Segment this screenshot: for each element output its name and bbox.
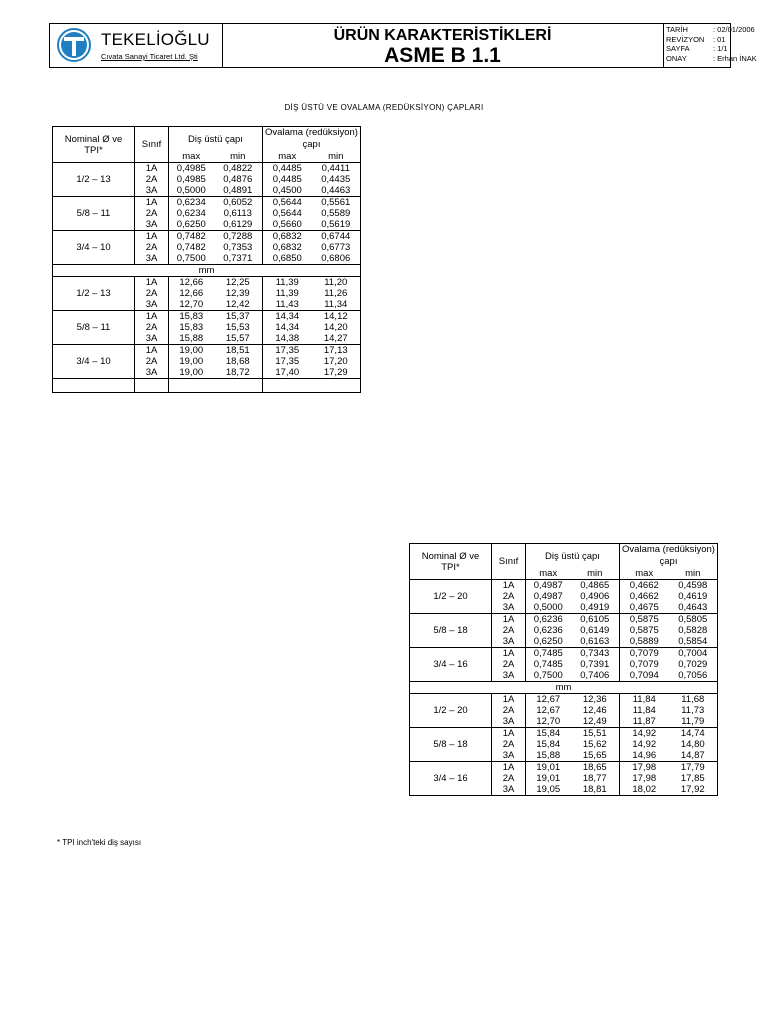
major-max-cell: 19,01 (536, 762, 561, 773)
major-max-cell: 12,67 (536, 694, 561, 705)
major-min-cell: 15,37 (214, 311, 263, 323)
mm-unit-label: mm (410, 682, 718, 694)
major-min-cell: 0,7391 (571, 659, 620, 670)
major-max-cell: 0,6234 (176, 208, 206, 219)
major-min-cell: 12,42 (214, 299, 263, 311)
fine-thread-table (409, 543, 718, 796)
rolling-min-cell: 17,85 (669, 773, 718, 784)
rolling-min-cell: 14,74 (669, 728, 718, 740)
major-max-cell: 15,84 (536, 728, 561, 739)
rolling-min-cell: 0,4619 (669, 591, 718, 602)
major-min-cell: 15,51 (571, 728, 620, 740)
rolling-max-cell: 11,87 (620, 716, 669, 728)
max-header: max (620, 568, 669, 580)
major-min-cell: 18,65 (571, 762, 620, 774)
rolling-max-cell: 0,6832 (272, 231, 302, 242)
rolling-max-cell: 11,43 (263, 299, 312, 311)
major-max-cell: 12,67 (536, 705, 561, 716)
thread-size-cell: 1/2 – 20 (410, 580, 492, 614)
rolling-min-cell: 14,87 (669, 750, 718, 762)
unit-divider-row (410, 682, 718, 694)
nominal-header: Nominal Ø ve TPI* (410, 544, 492, 580)
major-max-cell: 19,00 (179, 356, 204, 367)
table-row (410, 728, 718, 740)
major-min-cell: 12,36 (571, 694, 620, 706)
rolling-max-cell: 0,4662 (629, 591, 659, 602)
rolling-max-cell: 11,84 (632, 705, 656, 716)
thread-size-cell: 3/4 – 16 (410, 648, 492, 682)
class-cell: 3A (135, 367, 169, 379)
major-min-cell: 15,62 (571, 739, 620, 750)
major-max-cell: 0,4987 (533, 591, 563, 602)
info-page: SAYFA : 1/1 (666, 44, 728, 53)
major-max-cell: 12,70 (169, 299, 214, 311)
thread-size-cell: 3/4 – 10 (53, 345, 135, 379)
major-max-cell: 15,83 (179, 322, 204, 333)
class-cell: 2A (135, 322, 169, 333)
document-header (49, 23, 757, 68)
class-cell: 2A (135, 356, 169, 367)
rolling-min-cell: 17,29 (312, 367, 361, 379)
class-cell: 2A (135, 174, 169, 185)
rolling-min-cell: 0,5854 (669, 636, 718, 648)
rolling-min-cell: 17,79 (669, 762, 718, 774)
class-cell: 2A (492, 659, 526, 670)
class-cell: 3A (492, 750, 526, 762)
class-cell: 1A (492, 728, 526, 740)
class-cell: 2A (135, 242, 169, 253)
major-max-cell: 15,88 (526, 750, 571, 762)
thread-size-cell: 1/2 – 13 (53, 277, 135, 311)
rolling-max-cell: 14,34 (275, 322, 300, 333)
rolling-min-cell: 11,68 (669, 694, 718, 706)
rolling-min-cell: 11,20 (312, 277, 361, 289)
table-row (410, 614, 718, 626)
major-min-cell: 0,6113 (214, 208, 263, 219)
rolling-diameter-header: Ovalama (redüksiyon) çapı (620, 544, 718, 569)
major-max-cell: 15,84 (536, 739, 561, 750)
document-title: ÜRÜN KARAKTERİSTİKLERİ (333, 27, 552, 44)
major-min-cell: 0,7406 (571, 670, 620, 682)
major-max-cell: 0,5000 (169, 185, 214, 197)
class-cell: 1A (135, 163, 169, 175)
rolling-min-cell: 0,7004 (669, 648, 718, 660)
major-min-cell: 0,4876 (214, 174, 263, 185)
coarse-thread-table (52, 126, 361, 393)
rolling-min-cell: 0,5619 (312, 219, 361, 231)
rolling-max-cell: 0,5875 (629, 625, 659, 636)
rolling-diameter-header: Ovalama (redüksiyon) çapı (263, 127, 361, 152)
major-min-cell: 18,51 (214, 345, 263, 357)
rolling-max-cell: 17,35 (275, 345, 300, 356)
major-min-cell: 18,72 (214, 367, 263, 379)
table-row (410, 580, 718, 592)
rolling-min-cell: 0,5805 (669, 614, 718, 626)
min-header: min (571, 568, 620, 580)
rolling-max-cell: 0,5875 (629, 614, 659, 625)
thread-size-cell: 3/4 – 10 (53, 231, 135, 265)
max-header: max (526, 568, 571, 580)
rolling-min-cell: 0,4643 (669, 602, 718, 614)
rolling-min-cell: 11,73 (669, 705, 718, 716)
blank-cell (169, 379, 214, 393)
table-row (53, 197, 361, 209)
rolling-max-cell: 0,5889 (620, 636, 669, 648)
blank-cell (135, 379, 169, 393)
major-min-cell: 15,57 (214, 333, 263, 345)
major-max-cell: 0,6250 (526, 636, 571, 648)
table-row (53, 345, 361, 357)
rolling-min-cell: 0,4463 (312, 185, 361, 197)
class-cell: 3A (492, 670, 526, 682)
major-max-cell: 0,4987 (533, 580, 563, 591)
table-row (53, 163, 361, 175)
rolling-max-cell: 17,40 (263, 367, 312, 379)
rolling-max-cell: 11,84 (632, 694, 656, 705)
rolling-max-cell: 18,02 (620, 784, 669, 796)
major-max-cell: 19,00 (179, 345, 204, 356)
class-cell: 3A (135, 253, 169, 265)
rolling-min-cell: 0,4411 (312, 163, 361, 175)
rolling-min-cell: 0,6773 (312, 242, 361, 253)
major-min-cell: 0,6105 (571, 614, 620, 626)
major-min-cell: 18,81 (571, 784, 620, 796)
class-cell: 1A (135, 345, 169, 357)
rolling-min-cell: 0,4435 (312, 174, 361, 185)
rolling-max-cell: 0,6850 (263, 253, 312, 265)
document-title-block (222, 24, 664, 67)
major-max-cell: 0,7482 (176, 231, 206, 242)
rolling-max-cell: 17,35 (275, 356, 300, 367)
major-min-cell: 15,53 (214, 322, 263, 333)
thread-size-cell: 1/2 – 20 (410, 694, 492, 728)
document-standard: ASME B 1.1 (384, 44, 501, 67)
major-min-cell: 0,6163 (571, 636, 620, 648)
class-cell: 2A (492, 705, 526, 716)
class-cell: 1A (492, 694, 526, 706)
class-cell: 2A (492, 591, 526, 602)
rolling-max-cell: 17,98 (632, 762, 657, 773)
major-min-cell: 0,7343 (571, 648, 620, 660)
major-min-cell: 15,65 (571, 750, 620, 762)
rolling-max-cell: 0,5644 (272, 208, 302, 219)
rolling-min-cell: 0,5589 (312, 208, 361, 219)
major-min-cell: 0,4865 (571, 580, 620, 592)
rolling-max-cell: 0,4500 (263, 185, 312, 197)
major-min-cell: 0,4891 (214, 185, 263, 197)
table-row (410, 694, 718, 706)
class-cell: 3A (135, 219, 169, 231)
rolling-min-cell: 0,4598 (669, 580, 718, 592)
table-row (53, 231, 361, 243)
major-min-cell: 12,39 (214, 288, 263, 299)
rolling-min-cell: 17,92 (669, 784, 718, 796)
company-name: TEKELİOĞLU (101, 30, 210, 49)
class-cell: 3A (492, 636, 526, 648)
rolling-min-cell: 0,6744 (312, 231, 361, 243)
major-max-cell: 19,05 (526, 784, 571, 796)
major-max-cell: 19,01 (536, 773, 561, 784)
class-header: Sınıf (492, 544, 526, 580)
thread-size-cell: 5/8 – 18 (410, 614, 492, 648)
document-info-block (663, 24, 757, 67)
table-row (53, 277, 361, 289)
thread-size-cell: 3/4 – 16 (410, 762, 492, 796)
rolling-max-cell: 14,38 (263, 333, 312, 345)
table-row (410, 762, 718, 774)
thread-size-cell: 5/8 – 11 (53, 311, 135, 345)
thread-size-cell: 5/8 – 11 (53, 197, 135, 231)
rolling-min-cell: 0,7029 (669, 659, 718, 670)
major-max-cell: 0,7485 (533, 648, 563, 659)
class-cell: 1A (492, 580, 526, 592)
class-cell: 1A (492, 762, 526, 774)
rolling-min-cell: 14,12 (312, 311, 361, 323)
rolling-max-cell: 0,5644 (272, 197, 302, 208)
info-revision: REVİZYON : 01 (666, 34, 726, 44)
major-min-cell: 12,49 (571, 716, 620, 728)
max-header: max (169, 151, 214, 163)
rolling-max-cell: 0,4485 (272, 174, 302, 185)
major-min-cell: 0,7353 (214, 242, 263, 253)
major-min-cell: 18,77 (571, 773, 620, 784)
major-max-cell: 12,66 (179, 288, 204, 299)
class-cell: 2A (135, 288, 169, 299)
blank-cell (312, 379, 361, 393)
unit-divider-row (53, 265, 361, 277)
major-max-cell: 0,7500 (169, 253, 214, 265)
major-max-cell: 0,7485 (533, 659, 563, 670)
rolling-max-cell: 0,7094 (620, 670, 669, 682)
rolling-max-cell: 0,4675 (620, 602, 669, 614)
rolling-max-cell: 0,7079 (629, 659, 659, 670)
major-max-cell: 0,7500 (526, 670, 571, 682)
major-max-cell: 0,4985 (176, 174, 206, 185)
rolling-min-cell: 11,34 (312, 299, 361, 311)
major-min-cell: 12,46 (571, 705, 620, 716)
rolling-min-cell: 11,79 (669, 716, 718, 728)
blank-cell (263, 379, 312, 393)
table-header-row (410, 544, 718, 569)
major-max-cell: 0,4985 (176, 163, 206, 174)
thread-size-cell: 5/8 – 18 (410, 728, 492, 762)
table-header-row (53, 127, 361, 152)
footnote: * TPI inch'teki diş sayısı (57, 838, 142, 847)
rolling-min-cell: 17,13 (312, 345, 361, 357)
rolling-min-cell: 14,27 (312, 333, 361, 345)
info-date: TARİH : 02/01/2006 (666, 25, 755, 34)
rolling-min-cell: 17,20 (312, 356, 361, 367)
section-title: DİŞ ÜSTÜ VE OVALAMA (REDÜKSİYON) ÇAPLARI (284, 103, 484, 112)
rolling-min-cell: 0,6806 (312, 253, 361, 265)
major-min-cell: 0,4919 (571, 602, 620, 614)
major-min-cell: 0,7371 (214, 253, 263, 265)
class-cell: 1A (135, 197, 169, 209)
major-max-cell: 15,88 (169, 333, 214, 345)
class-cell: 3A (135, 185, 169, 197)
major-max-cell: 0,6236 (533, 625, 563, 636)
min-header: min (669, 568, 718, 580)
company-logo-block (50, 24, 223, 67)
rolling-max-cell: 11,39 (275, 277, 299, 288)
class-cell: 1A (492, 614, 526, 626)
rolling-min-cell: 0,5828 (669, 625, 718, 636)
rolling-max-cell: 0,6832 (272, 242, 302, 253)
class-cell: 2A (492, 625, 526, 636)
class-cell: 3A (135, 299, 169, 311)
major-max-cell: 0,6250 (169, 219, 214, 231)
major-min-cell: 0,6052 (214, 197, 263, 209)
rolling-min-cell: 14,80 (669, 739, 718, 750)
major-max-cell: 0,6236 (533, 614, 563, 625)
class-cell: 2A (135, 208, 169, 219)
tekelioglu-logo-icon (57, 28, 91, 62)
blank-row (53, 379, 361, 393)
class-header: Sınıf (135, 127, 169, 163)
max-header: max (263, 151, 312, 163)
class-cell: 2A (492, 739, 526, 750)
major-diameter-header: Diş üstü çapı (526, 544, 620, 569)
major-min-cell: 18,68 (214, 356, 263, 367)
table-row (410, 648, 718, 660)
table-row (53, 311, 361, 323)
major-min-cell: 0,4906 (571, 591, 620, 602)
rolling-min-cell: 0,7056 (669, 670, 718, 682)
major-max-cell: 15,83 (179, 311, 204, 322)
thread-size-cell: 1/2 – 13 (53, 163, 135, 197)
rolling-max-cell: 14,34 (275, 311, 300, 322)
rolling-max-cell: 11,39 (275, 288, 299, 299)
rolling-max-cell: 14,92 (632, 739, 657, 750)
blank-cell (214, 379, 263, 393)
class-cell: 1A (492, 648, 526, 660)
major-max-cell: 12,70 (526, 716, 571, 728)
major-min-cell: 0,7288 (214, 231, 263, 243)
rolling-min-cell: 11,26 (312, 288, 361, 299)
rolling-max-cell: 0,5660 (263, 219, 312, 231)
class-cell: 1A (135, 231, 169, 243)
min-header: min (312, 151, 361, 163)
blank-cell (53, 379, 135, 393)
rolling-max-cell: 14,96 (620, 750, 669, 762)
major-min-cell: 12,25 (214, 277, 263, 289)
major-min-cell: 0,6149 (571, 625, 620, 636)
class-cell: 3A (492, 784, 526, 796)
major-max-cell: 0,7482 (176, 242, 206, 253)
min-header: min (214, 151, 263, 163)
rolling-max-cell: 0,4485 (272, 163, 302, 174)
major-min-cell: 0,6129 (214, 219, 263, 231)
info-approval: ONAY : Erhan İNAK (666, 53, 757, 63)
class-cell: 3A (492, 602, 526, 614)
major-max-cell: 0,6234 (176, 197, 206, 208)
rolling-max-cell: 0,4662 (629, 580, 659, 591)
rolling-max-cell: 17,98 (632, 773, 657, 784)
company-subtitle: Cıvata Sanayi Ticaret Ltd. Şti (101, 52, 198, 61)
major-min-cell: 0,4822 (214, 163, 263, 175)
rolling-min-cell: 14,20 (312, 322, 361, 333)
major-max-cell: 0,5000 (526, 602, 571, 614)
rolling-max-cell: 14,92 (632, 728, 657, 739)
class-cell: 1A (135, 277, 169, 289)
major-max-cell: 19,00 (169, 367, 214, 379)
class-cell: 1A (135, 311, 169, 323)
rolling-max-cell: 0,7079 (629, 648, 659, 659)
mm-unit-label: mm (53, 265, 361, 277)
rolling-min-cell: 0,5561 (312, 197, 361, 209)
class-cell: 3A (135, 333, 169, 345)
major-diameter-header: Diş üstü çapı (169, 127, 263, 152)
class-cell: 2A (492, 773, 526, 784)
nominal-header: Nominal Ø ve TPI* (53, 127, 135, 163)
major-max-cell: 12,66 (179, 277, 204, 288)
class-cell: 3A (492, 716, 526, 728)
